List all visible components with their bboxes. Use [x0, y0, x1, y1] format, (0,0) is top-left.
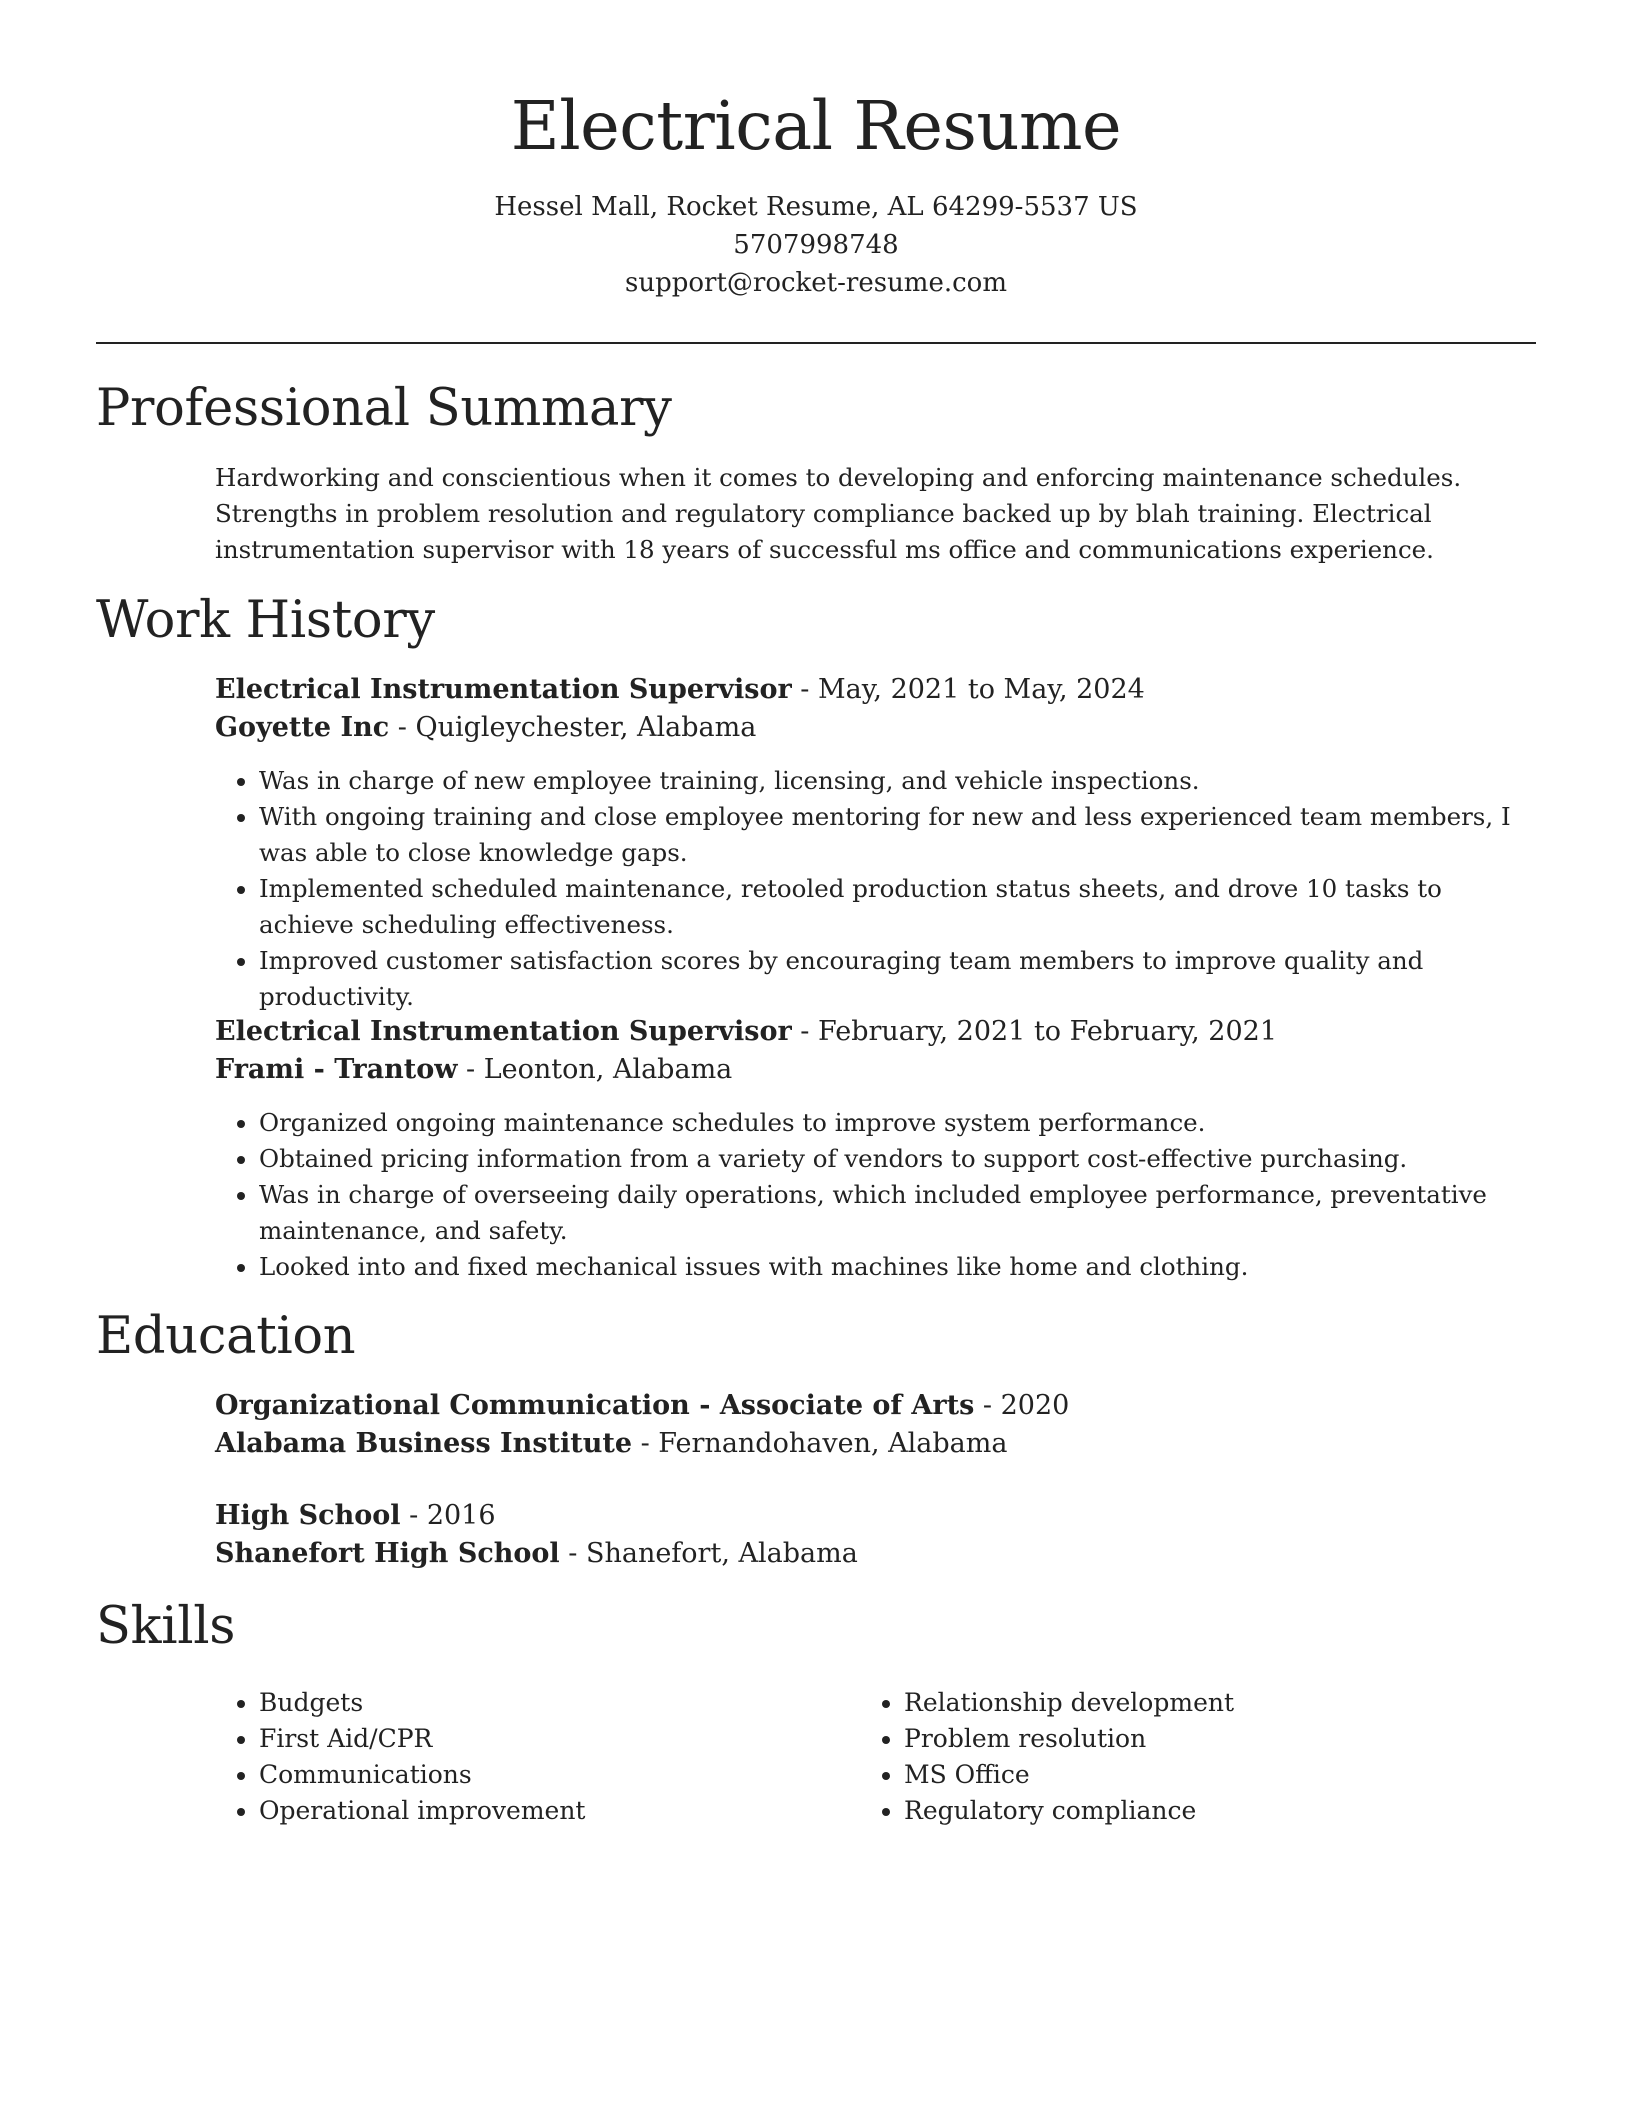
degree-line	[215, 1387, 1540, 1425]
summary-text: Hardworking and conscientious when it comes to developing and enforcing maintenance schedules. Strengths in problem resolution and regulatory compliance backed up by blah training. Electrical instrumentation supervisor with 18 years of successful ms office and communications experience.	[215, 463, 1462, 564]
summary-heading: Professional Summary	[96, 379, 672, 438]
skill-item: • MS Office	[904, 1757, 1234, 1793]
skills-list-left	[215, 1685, 585, 1829]
skill-item: • Problem resolution	[904, 1721, 1234, 1757]
education-entry	[215, 1387, 1540, 1463]
job-duty: • Implemented scheduled maintenance, retooled production status sheets, and drove 10 tasks to achieve scheduling effectiveness.	[259, 871, 1540, 943]
job-duty: • Organized ongoing maintenance schedules to improve system performance.	[259, 1105, 1540, 1141]
school-location: - Shanefort, Alabama	[559, 1538, 858, 1569]
graduation-year: - 2020	[974, 1390, 1070, 1421]
job-dates: - February, 2021 to February, 2021	[791, 1016, 1277, 1047]
job-title-line	[215, 671, 1540, 709]
job-role: Electrical Instrumentation Supervisor	[215, 674, 792, 705]
skill-item: • Communications	[259, 1757, 585, 1793]
contact-phone: 5707998748	[733, 230, 899, 260]
job-duty: • Was in charge of overseeing daily operations, which included employee performance, preventative maintenance, and safety.	[259, 1177, 1540, 1249]
school-location: - Fernandohaven, Alabama	[632, 1428, 1008, 1459]
school-name: Alabama Business Institute	[215, 1428, 632, 1459]
work-history-heading: Work History	[96, 591, 435, 650]
resume-header	[0, 78, 1632, 302]
degree-line	[215, 1497, 1540, 1535]
job-duty: • With ongoing training and close employee mentoring for new and less experienced team members, I was able to close knowledge gaps.	[259, 799, 1540, 871]
graduation-year: - 2016	[400, 1500, 496, 1531]
school-line	[215, 1425, 1540, 1463]
job-company: Frami - Trantow	[215, 1054, 458, 1085]
header-divider	[96, 342, 1536, 344]
job-dates: - May, 2021 to May, 2024	[791, 674, 1145, 705]
job-duty: • Obtained pricing information from a variety of vendors to support cost-effective purchasing.	[259, 1141, 1540, 1177]
degree: Organizational Communication - Associate of Arts	[215, 1390, 975, 1421]
job-title-line	[215, 1013, 1540, 1051]
contact-email: support@rocket-resume.com	[624, 268, 1007, 298]
job-location: - Quigleychester, Alabama	[389, 712, 757, 743]
skills-heading: Skills	[96, 1597, 236, 1656]
degree: High School	[215, 1500, 401, 1531]
skill-item: • Operational improvement	[259, 1793, 585, 1829]
job-entry	[215, 1013, 1540, 1285]
education-entry	[215, 1497, 1540, 1573]
job-entry	[215, 671, 1540, 1015]
job-duty: • Improved customer satisfaction scores by encouraging team members to improve quality and productivity.	[259, 943, 1540, 1015]
school-line	[215, 1535, 1540, 1573]
candidate-name: Electrical Resume	[510, 87, 1122, 165]
job-duties-list	[215, 763, 1540, 1015]
education-heading: Education	[96, 1307, 356, 1366]
job-company-line	[215, 1051, 1540, 1089]
contact-address: Hessel Mall, Rocket Resume, AL 64299-5537 US	[494, 192, 1138, 222]
skill-item: • Relationship development	[904, 1685, 1234, 1721]
skills-list-right	[860, 1685, 1234, 1829]
job-duties-list	[215, 1105, 1540, 1285]
skill-item: • First Aid/CPR	[259, 1721, 585, 1757]
skill-item: • Budgets	[259, 1685, 585, 1721]
job-duty: • Looked into and fixed mechanical issues with machines like home and clothing.	[259, 1249, 1540, 1285]
school-name: Shanefort High School	[215, 1538, 560, 1569]
job-location: - Leonton, Alabama	[457, 1054, 733, 1085]
summary-section	[215, 460, 1540, 568]
job-company: Goyette Inc	[215, 712, 390, 743]
job-role: Electrical Instrumentation Supervisor	[215, 1016, 792, 1047]
skill-item: • Regulatory compliance	[904, 1793, 1234, 1829]
job-company-line	[215, 709, 1540, 747]
job-duty: • Was in charge of new employee training, licensing, and vehicle inspections.	[259, 763, 1540, 799]
